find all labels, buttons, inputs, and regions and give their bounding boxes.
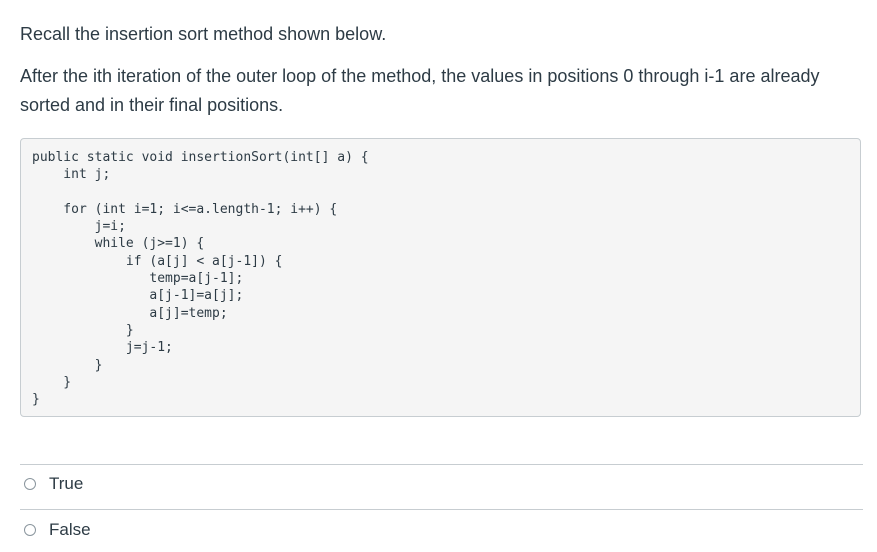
answer-divider <box>20 464 863 465</box>
answer-option-false[interactable] <box>24 518 91 542</box>
radio-button-false[interactable] <box>24 524 36 536</box>
answer-divider <box>20 509 863 510</box>
question-intro: Recall the insertion sort method shown below. <box>20 24 387 44</box>
radio-button-true[interactable] <box>24 478 36 490</box>
code-block <box>20 138 861 417</box>
answer-option-true[interactable] <box>24 472 83 496</box>
question-statement: After the ith iteration of the outer loop of the method, the values in positions 0 through i-1 are already sorted and in their final positions. <box>20 66 820 115</box>
code-text: public static void insertionSort(int[] a) { int j; for (int i=1; i<=a.length-1; i++) { j=i; while (j>=1) { if (a[j] < a[j-1]) { temp=a[j-1]; a[j-1]=a[j]; a[j]=temp; } j=j-1; } } } <box>32 150 369 408</box>
answer-label-false: False <box>49 520 91 539</box>
answer-label-true: True <box>49 474 84 493</box>
